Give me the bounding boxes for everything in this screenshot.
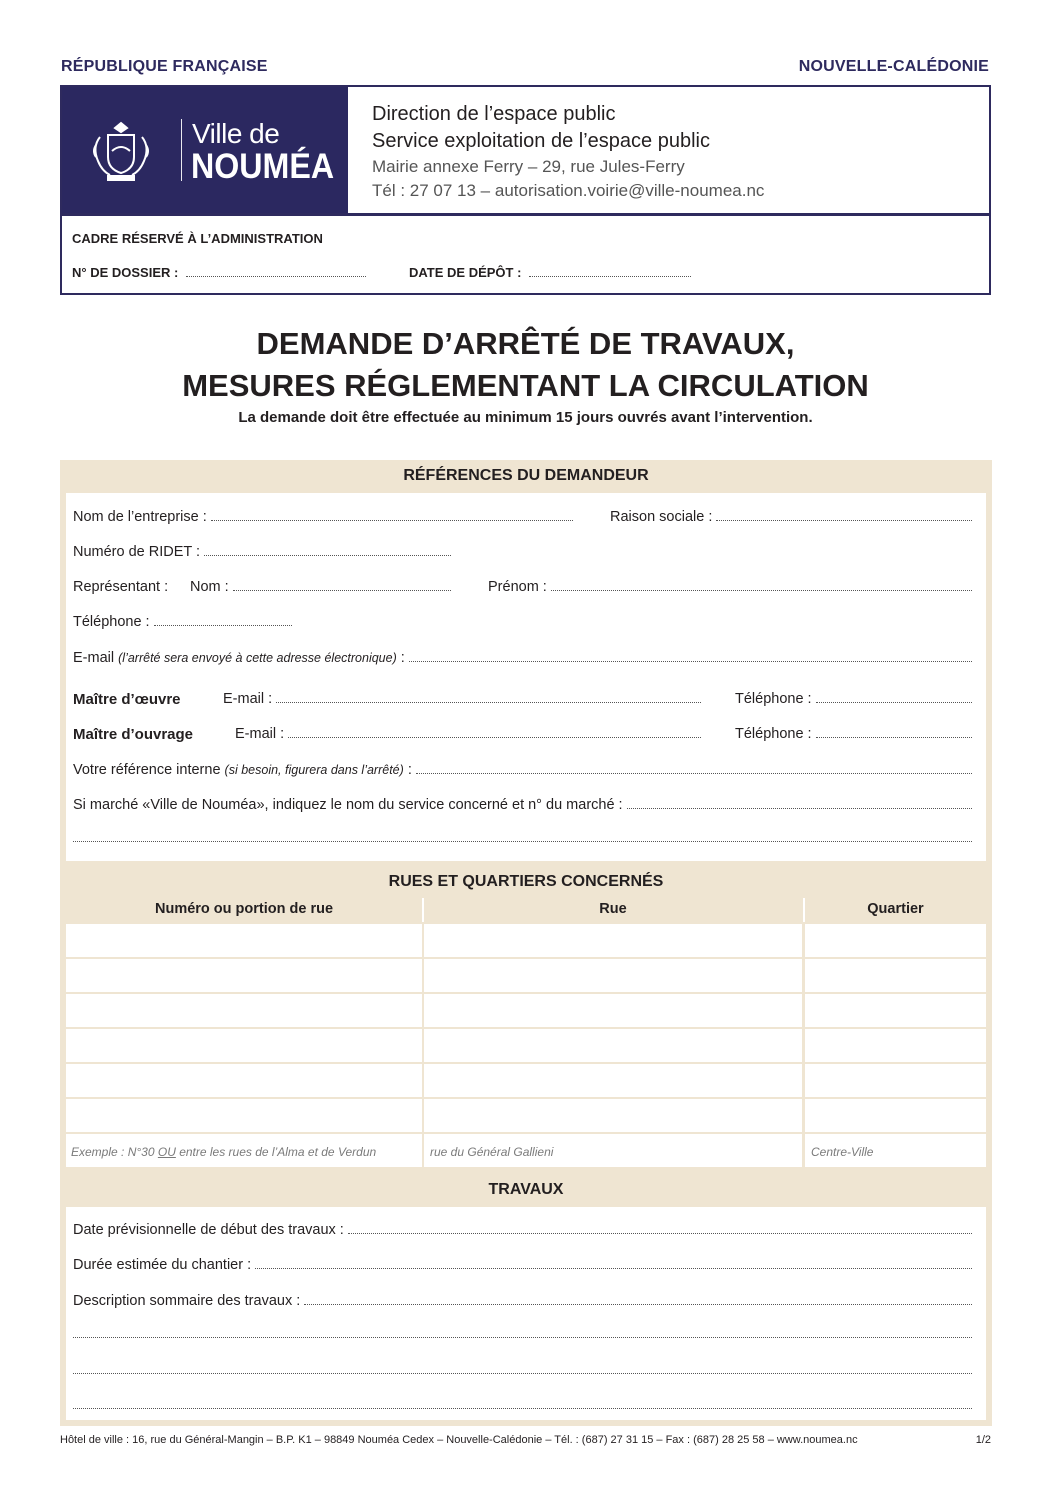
republique-label: RÉPUBLIQUE FRANÇAISE [61,58,268,75]
header-divider [62,213,989,216]
raison-sociale-field[interactable] [610,509,972,525]
rep-prenom-field[interactable] [488,579,972,595]
service-name: Service exploitation de l’espace public [372,130,710,152]
marche-extra-line[interactable] [73,832,972,842]
table-cell[interactable] [805,1064,986,1097]
references-title: RÉFÉRENCES DU DEMANDEUR [403,467,649,484]
maitre-oeuvre-label-wrap [73,691,181,708]
table-cell[interactable] [424,959,802,992]
admin-section-title: CADRE RÉSERVÉ À L’ADMINISTRATION [72,231,323,246]
form-frame [60,460,992,1426]
footer-address: Hôtel de ville : 16, rue du Général-Mangin – B.P. K1 – 98849 Nouméa Cedex – Nouvelle-Calédonie – Tél. : (687) 27 31 15 – Fax : (687) 28 25 58 – www.noumea.nc [60,1434,858,1446]
form-subtitle: La demande doit être effectuée au minimum 15 jours ouvrés avant l’intervention. [238,409,813,426]
maitre-ouvrage-label: Maître d’ouvrage [73,726,194,743]
ouvrage-email-label: E-mail : [235,726,285,742]
logo-ville-text: Ville de [192,118,280,149]
email-colon: : [400,650,405,666]
travaux-title: TRAVAUX [488,1181,564,1198]
city-logo [62,87,348,213]
entreprise-field[interactable] [73,509,573,525]
region-label: NOUVELLE-CALÉDONIE [798,58,989,75]
oeuvre-phone-label: Téléphone : [735,691,812,707]
email-note: (l’arrêté sera envoyé à cette adresse électronique) [118,651,397,665]
rep-prenom-label: Prénom : [488,579,547,595]
marche-label: Si marché «Ville de Nouméa», indiquez le nom du service concerné et n° du marché : [73,797,623,813]
table-cell[interactable] [66,994,422,1027]
ouvrage-phone-field[interactable] [735,726,972,742]
depot-field[interactable] [409,265,691,280]
ouvrage-email-field[interactable] [235,726,701,742]
table-cell[interactable] [66,1099,422,1132]
table-cell[interactable] [424,1064,802,1097]
description-line-2[interactable] [73,1328,972,1338]
ridet-field[interactable] [73,544,451,560]
dossier-field[interactable] [72,265,366,280]
contact-info [348,87,989,213]
table-cell[interactable] [66,959,422,992]
oeuvre-email-field[interactable] [223,691,701,707]
direction-name: Direction de l’espace public [372,103,616,125]
description-label: Description sommaire des travaux : [73,1293,301,1309]
logo-separator [181,119,182,181]
example-prefix: Exemple : [71,1145,128,1159]
ref-interne-note: (si besoin, figurera dans l’arrêté) [224,763,404,777]
table-cell[interactable] [424,1099,802,1132]
address-line: Mairie annexe Ferry – 29, rue Jules-Ferry [372,157,685,176]
rep-nom-field[interactable] [190,579,451,595]
table-cell[interactable] [805,994,986,1027]
representant-label: Représentant : [73,579,169,595]
example-col2: rue du Général Gallieni [430,1145,554,1159]
header-box [60,85,991,295]
example-col3: Centre-Ville [811,1145,874,1159]
telephone-field[interactable] [73,614,292,630]
depot-dots [529,267,691,277]
raison-sociale-label: Raison sociale : [610,509,713,525]
example-between: entre les rues de l’Alma et de Verdun [175,1145,377,1159]
entreprise-label: Nom de l’entreprise : [73,509,207,525]
depot-label: DATE DE DÉPÔT : [409,265,522,280]
description-line-3[interactable] [73,1364,972,1374]
table-cell[interactable] [805,1029,986,1062]
description-field[interactable] [73,1293,972,1309]
table-cell[interactable] [424,994,802,1027]
date-debut-label: Date prévisionnelle de début des travaux : [73,1222,344,1238]
table-cell[interactable] [66,1029,422,1062]
ouvrage-phone-label: Téléphone : [735,726,812,742]
duree-label: Durée estimée du chantier : [73,1257,252,1273]
phone-email-line: Tél : 27 07 13 – autorisation.voirie@ville-noumea.nc [372,181,765,200]
maitre-ouvrage-label-wrap [73,726,193,743]
table-cell[interactable] [424,1029,802,1062]
duree-field[interactable] [73,1257,972,1273]
ref-interne-label: Votre référence interne [73,762,221,778]
oeuvre-email-label: E-mail : [223,691,273,707]
page-number: 1/2 [975,1434,991,1446]
marche-field[interactable] [73,797,972,813]
ref-interne-colon: : [407,762,412,778]
dossier-label: N° DE DOSSIER : [72,265,179,280]
table-cell[interactable] [805,1099,986,1132]
col-header-numero: Numéro ou portion de rue [154,901,334,917]
representant-label-wrap [73,579,168,595]
email-label: E-mail [73,650,115,666]
example-col1 [71,1145,376,1159]
example-n30: N°30 [127,1145,158,1159]
table-cell[interactable] [66,1064,422,1097]
noumea-coat-of-arms-icon [90,119,152,183]
rues-title: RUES ET QUARTIERS CONCERNÉS [388,873,664,890]
ref-interne-field[interactable] [73,762,972,778]
travaux-panel [66,1207,986,1420]
table-cell[interactable] [424,924,802,957]
rep-nom-label: Nom : [190,579,229,595]
table-cell[interactable] [805,924,986,957]
oeuvre-phone-field[interactable] [735,691,972,707]
table-cell[interactable] [805,959,986,992]
form-title-line1: DEMANDE D’ARRÊTÉ DE TRAVAUX, [256,326,795,361]
description-line-4[interactable] [73,1399,972,1409]
dossier-dots [186,267,366,277]
form-title-line2: MESURES RÉGLEMENTANT LA CIRCULATION [182,368,869,403]
col-header-quartier: Quartier [867,901,924,917]
example-ou: OU [157,1145,176,1159]
ridet-label: Numéro de RIDET : [73,544,201,560]
email-field[interactable] [73,650,972,666]
col-header-rue: Rue [599,901,627,917]
telephone-label: Téléphone : [73,614,150,630]
logo-noumea-text: NOUMÉA [191,147,335,186]
date-debut-field[interactable] [73,1222,972,1238]
table-cell[interactable] [66,924,422,957]
maitre-oeuvre-label: Maître d’œuvre [73,691,181,708]
